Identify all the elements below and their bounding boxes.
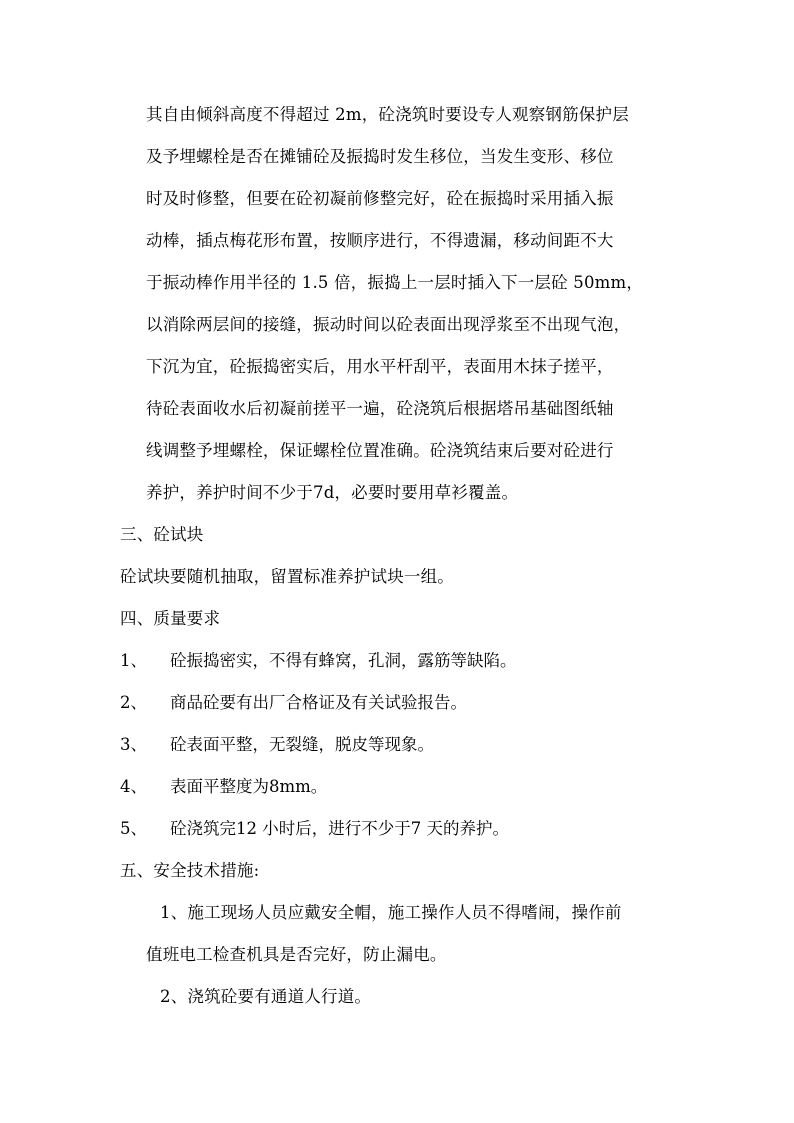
list-item-number: 4、 [120,777,147,796]
section-heading-quality: 四、质量要求 [120,609,221,628]
section-heading-test-block: 三、砼试块 [120,525,204,544]
list-item-number: 3、 [120,735,147,754]
list-item-text: 砼表面平整，无裂缝，脱皮等现象。 [170,735,434,754]
paragraph-line: 及予埋螺栓是否在摊铺砼及振捣时发生移位，当发生变形、移位 [146,147,614,166]
list-item-number: 1、 [120,651,147,670]
paragraph-line: 时及时修整，但要在砼初凝前修整完好，砼在振捣时采用插入振 [146,189,614,208]
list-item-text: 砼振捣密实，不得有蜂窝，孔洞，露筋等缺陷。 [170,651,517,670]
paragraph-line: 动棒，插点梅花形布置，按顺序进行，不得遗漏，移动间距不大 [146,231,614,250]
test-block-text: 砼试块要随机抽取，留置标准养护试块一组。 [120,567,454,586]
safety-item-2: 2、浇筑砼要有通道人行道。 [160,987,372,1006]
safety-item-1-line-2: 值班电工检查机具是否完好，防止漏电。 [146,945,447,964]
paragraph-line: 其自由倾斜高度不得超过 2m，砼浇筑时要设专人观察钢筋保护层 [146,105,629,124]
list-item-text: 表面平整度为8mm。 [170,777,328,796]
paragraph-line: 于振动棒作用半径的 1.5 倍，振捣上一层时插入下一层砼 50mm， [146,273,644,292]
paragraph-line: 以消除两层间的接缝，振动时间以砼表面出现浮浆至不出现气泡， [146,315,631,334]
paragraph-line: 线调整予埋螺栓，保证螺栓位置准确。砼浇筑结束后要对砼进行 [146,441,614,460]
paragraph-line: 养护，养护时间不少于7d，必要时要用草衫覆盖。 [146,483,519,502]
list-item-text: 商品砼要有出厂合格证及有关试验报告。 [170,693,467,712]
list-item-number: 2、 [120,693,147,712]
list-item-text: 砼浇筑完12 小时后，进行不少于7 天的养护。 [170,819,509,838]
safety-item-1-line-1: 1、施工现场人员应戴安全帽，施工操作人员不得嗜闹，操作前 [160,903,622,922]
section-heading-safety: 五、安全技术措施: [120,861,260,880]
paragraph-line: 下沉为宜，砼振捣密实后，用水平杆刮平，表面用木抹子搓平， [146,357,614,376]
list-item-number: 5、 [120,819,147,838]
paragraph-line: 待砼表面收水后初凝前搓平一遍，砼浇筑后根据塔吊基础图纸轴 [146,399,614,418]
